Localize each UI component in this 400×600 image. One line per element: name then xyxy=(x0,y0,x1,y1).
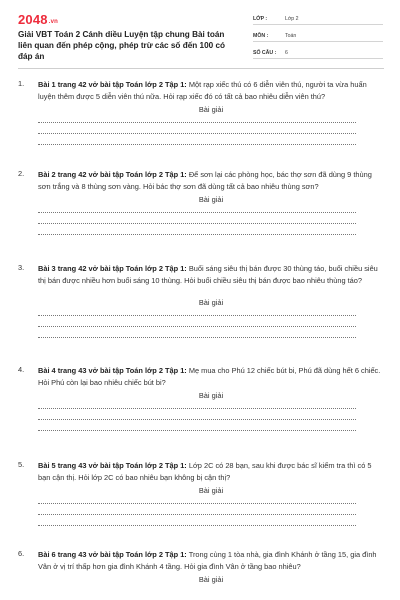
answer-line[interactable] xyxy=(38,503,356,504)
question-text xyxy=(38,549,384,573)
question-number: 5. xyxy=(18,460,25,469)
question-text xyxy=(38,79,384,103)
answer-label: Bài giải xyxy=(198,105,224,114)
answer-line[interactable] xyxy=(38,315,356,316)
question-text xyxy=(38,365,384,389)
question-number: 6. xyxy=(18,549,25,558)
answer-line[interactable] xyxy=(38,223,356,224)
logo-text: 2048 xyxy=(18,12,48,27)
question-title: Bài 1 trang 42 vở bài tập Toán lớp 2 Tập 1: xyxy=(38,80,187,89)
meta-key: SỐ CÂU : xyxy=(253,50,277,56)
question-title: Bài 3 trang 42 vở bài tập Toán lớp 2 Tập 1: xyxy=(38,264,187,273)
answer-label: Bài giải xyxy=(198,486,224,495)
answer-line[interactable] xyxy=(38,212,356,213)
question-body: Lớp 2C có 28 bạn, sau khi được bác sĩ kiểm tra thì có 5 bạn cận thị. Hỏi lớp 2C có bao nhiêu bạn không bị cận thị? xyxy=(38,461,372,482)
question-text xyxy=(38,169,384,193)
answer-line[interactable] xyxy=(38,337,356,338)
question-title: Bài 5 trang 43 vở bài tập Toán lớp 2 Tập 1: xyxy=(38,461,187,470)
question-body: Để sơn lại các phòng học, bác thợ sơn đã dùng 9 thùng sơn trắng và 8 thùng sơn vàng. Hỏi bác thợ sơn đã dùng tất cả bao nhiêu thùng sơn? xyxy=(38,170,372,191)
question-title: Bài 6 trang 43 vở bài tập Toán lớp 2 Tập 1: xyxy=(38,550,187,559)
meta-value: Lớp 2 xyxy=(285,16,299,22)
answer-line[interactable] xyxy=(38,144,356,145)
meta-info-box xyxy=(253,10,383,61)
question-title: Bài 2 trang 42 vở bài tập Toán lớp 2 Tập 1: xyxy=(38,170,187,179)
question-title: Bài 4 trang 43 vở bài tập Toán lớp 2 Tập 1: xyxy=(38,366,187,375)
answer-label: Bài giải xyxy=(198,195,224,204)
question-body: Một rạp xiếc thú có 6 diễn viên thú, người ta vừa huấn luyện thêm được 5 diễn viên thú nữa. Hỏi rạp xiếc đó có tất cả bao nhiêu diễn viên thú? xyxy=(38,80,367,101)
page-title: Giải VBT Toán 2 Cánh diều Luyện tập chung Bài toán liên quan đến phép cộng, phép trừ các số đến 100 có đáp án xyxy=(18,30,226,61)
answer-line[interactable] xyxy=(38,133,356,134)
question-number: 3. xyxy=(18,263,25,272)
meta-row-subject xyxy=(253,27,383,42)
meta-key: MÔN : xyxy=(253,33,269,39)
question-body: Buổi sáng siêu thị bán được 30 thùng táo, buổi chiều siêu thị bán được nhiều hơn buổi sáng 10 thùng. Hỏi buổi chiều siêu thị bán được bao nhiêu thùng táo? xyxy=(38,264,378,285)
logo-suffix: .vn xyxy=(48,19,59,25)
question-text xyxy=(38,263,384,287)
question-body: Trong cùng 1 tòa nhà, gia đình Khánh ở tầng 15, gia đình Vân ở vị trí thấp hơn gia đình Khánh 4 tầng. Hỏi gia đình Vân ở tầng bao nhiêu? xyxy=(38,550,377,571)
meta-row-count xyxy=(253,44,383,59)
answer-line[interactable] xyxy=(38,419,356,420)
answer-line[interactable] xyxy=(38,234,356,235)
question-text xyxy=(38,460,384,484)
meta-value: 6 xyxy=(285,50,288,56)
question-number: 1. xyxy=(18,79,25,88)
question-body: Mẹ mua cho Phú 12 chiếc bút bi, Phú đã dùng hết 6 chiếc. Hỏi Phú còn lại bao nhiêu chiếc bút bi? xyxy=(38,366,381,387)
question-number: 2. xyxy=(18,169,25,178)
meta-key: LỚP : xyxy=(253,16,268,22)
answer-line[interactable] xyxy=(38,525,356,526)
answer-line[interactable] xyxy=(38,514,356,515)
answer-line[interactable] xyxy=(38,122,356,123)
header-divider xyxy=(18,68,384,69)
answer-line[interactable] xyxy=(38,408,356,409)
answer-label: Bài giải xyxy=(198,575,224,584)
answer-line[interactable] xyxy=(38,326,356,327)
answer-line[interactable] xyxy=(38,430,356,431)
meta-value: Toán xyxy=(285,33,297,39)
answer-label: Bài giải xyxy=(198,298,224,307)
question-number: 4. xyxy=(18,365,25,374)
site-logo[interactable] xyxy=(18,12,58,27)
answer-label: Bài giải xyxy=(198,391,224,400)
meta-row-class xyxy=(253,10,383,25)
